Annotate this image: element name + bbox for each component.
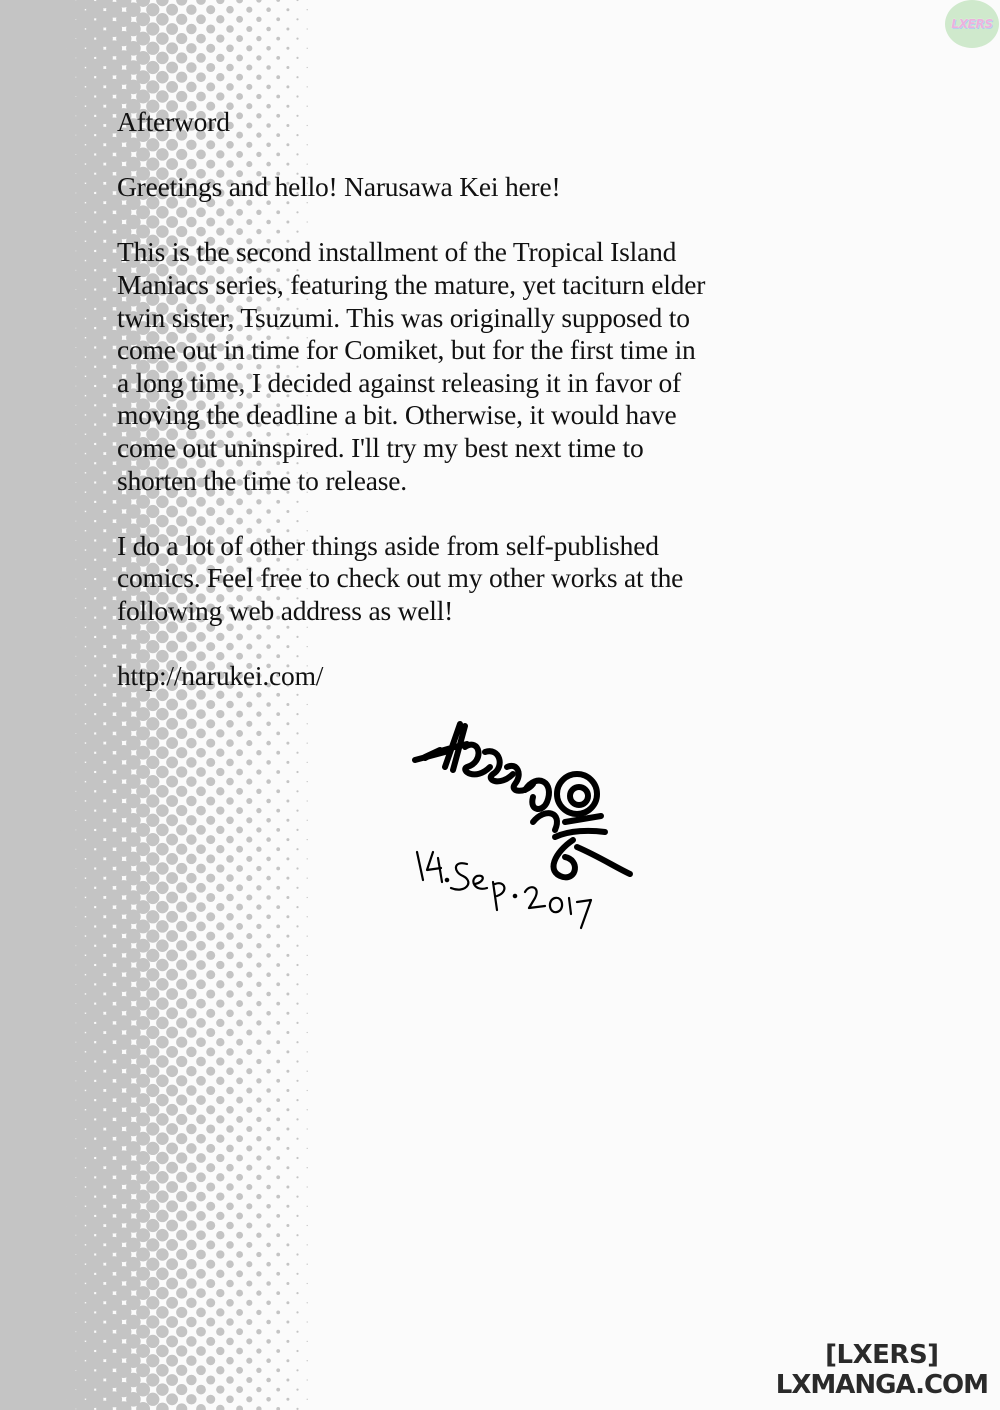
paragraph-line: a long time, I decided against releasing it in favor of — [117, 366, 682, 398]
paragraph-line: comics. Feel free to check out my other works at the — [117, 562, 684, 594]
paragraph-line: come out in time for Comiket, but for the first time in — [117, 334, 696, 366]
author-url: http://narukei.com/ — [117, 660, 324, 692]
lxers-badge-text: LXERS — [951, 17, 993, 31]
lxmanga-watermark — [776, 1340, 988, 1400]
paragraph-line: following web address as well! — [117, 594, 454, 626]
afterword-greeting: Greetings and hello! Narusawa Kei here! — [117, 171, 561, 203]
paragraph-line: This is the second installment of the Tropical Island — [117, 236, 677, 268]
paragraph-line: come out uninspired. I'll try my best next time to — [117, 431, 644, 463]
afterword-paragraph-1 — [117, 236, 757, 497]
signature-name-glyphs — [415, 724, 630, 877]
signature-date — [417, 852, 591, 928]
paragraph-line: Maniacs series, featuring the mature, yet taciturn elder — [117, 268, 706, 300]
watermark-line-2: LXMANGA.COM — [775, 1370, 988, 1400]
paragraph-line: moving the deadline a bit. Otherwise, it would have — [117, 399, 677, 431]
paragraph-line: shorten the time to release. — [117, 464, 407, 496]
afterword-heading: Afterword — [117, 106, 230, 137]
lxers-badge-logo — [945, 0, 999, 48]
afterword-paragraph-2 — [117, 530, 757, 628]
paragraph-line: I do a lot of other things aside from self-published — [117, 529, 659, 561]
handwritten-signature — [405, 712, 645, 932]
watermark-line-1: [LXERS] — [825, 1340, 939, 1370]
afterword-text — [117, 106, 757, 725]
paragraph-line: twin sister, Tsuzumi. This was originally supposed to — [117, 301, 690, 333]
